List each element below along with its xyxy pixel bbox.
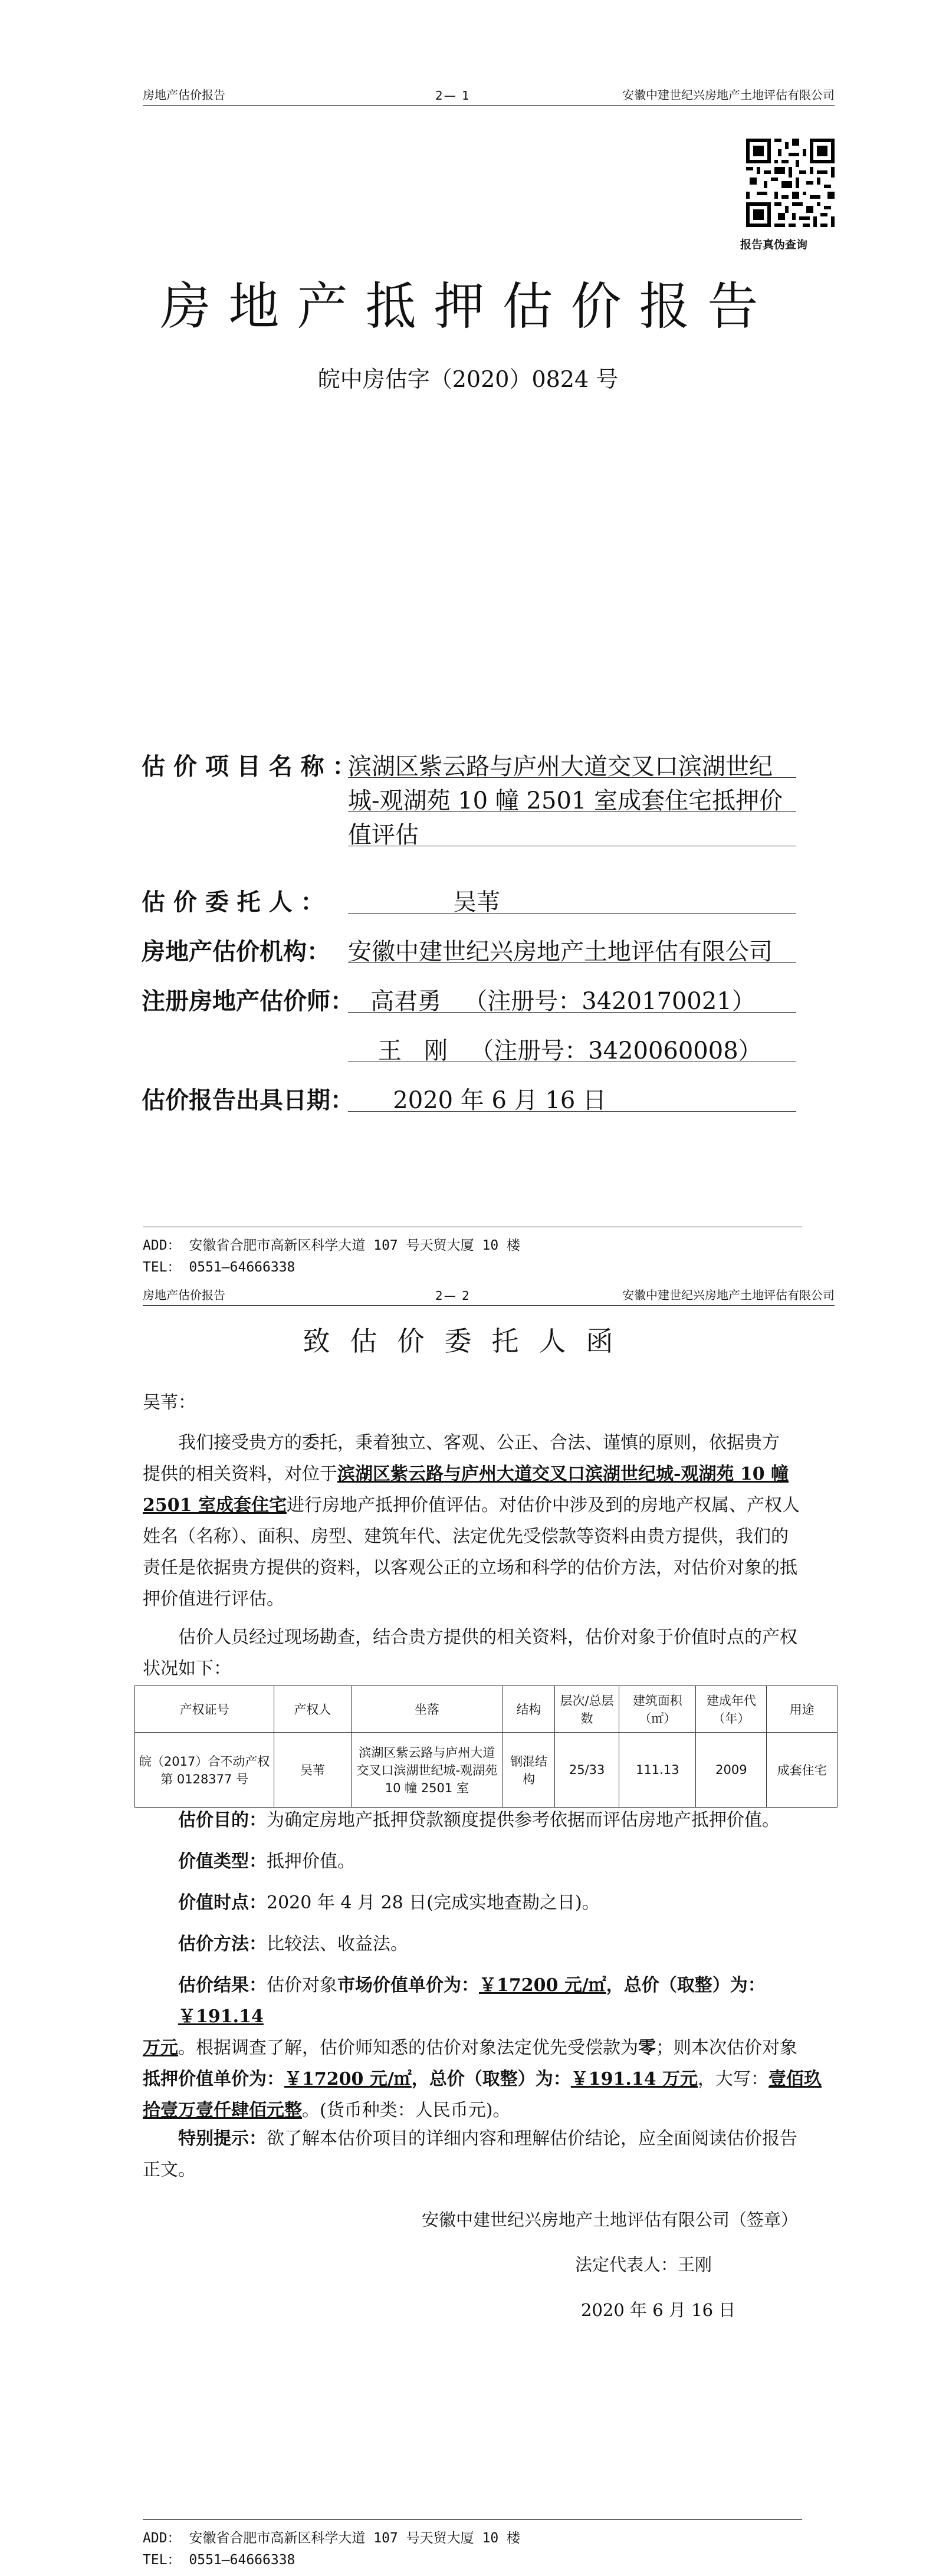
report-date-label: 估价报告出具日期： <box>142 1087 354 1114</box>
p1-line-2 <box>143 1458 834 1490</box>
table-header: 产权人 <box>274 1686 351 1733</box>
letter-title: 致估价委托人函 <box>303 1325 633 1357</box>
table-cell: 2009 <box>696 1733 767 1808</box>
time-value: 2020 年 4 月 28 日(完成实地查勘之日)。 <box>267 1892 600 1913</box>
valuation-result <box>143 1970 834 2126</box>
special-note <box>143 2123 834 2186</box>
market-unit-price: ￥17200 元/㎡ <box>479 1975 606 1996</box>
footer-address: ADD： 安徽省合肥市高新区科学大道 107 号天贸大厦 10 楼 <box>143 2531 521 2546</box>
table-header: 建成年代（年） <box>696 1686 767 1733</box>
letter-paragraph-1 <box>143 1427 834 1615</box>
underline <box>348 811 796 812</box>
p1-line-1: 我们接受贵方的委托，秉着独立、客观、公正、合法、谨慎的原则，依据贵方 <box>178 1432 780 1453</box>
header-report-name: 房地产估价报告 <box>143 1288 225 1302</box>
valuation-purpose <box>143 1805 834 1836</box>
appraiser-line-1: 高君勇 （注册号：3420170021） <box>348 988 756 1015</box>
p1-line-4: 姓名（名称）、面积、房型、建筑年代、法定优先受偿款等资料由贵方提供，我们的 <box>143 1526 789 1547</box>
table-cell: 滨湖区紫云路与庐州大道交叉口滨湖世纪城-观湖苑 10 幢 2501 室 <box>351 1733 503 1808</box>
purpose-label: 估价目的： <box>178 1810 267 1831</box>
property-address: 滨湖区紫云路与庐州大道交叉口滨湖世纪城-观湖苑 10 幢 <box>337 1464 789 1484</box>
table-header: 建筑面积（㎡） <box>619 1686 696 1733</box>
table-cell: 吴苇 <box>274 1733 351 1808</box>
client-value: 吴苇 <box>348 889 501 916</box>
method-label: 估价方法： <box>178 1934 267 1954</box>
market-total-unit: 万元 <box>143 2038 178 2058</box>
result-text: ，总价（取整）为： <box>411 2069 571 2089</box>
cover-page <box>0 0 936 1280</box>
header-page-number: 2— 1 <box>435 88 471 103</box>
valuation-method <box>143 1928 834 1960</box>
table-header-row <box>135 1686 838 1733</box>
result-text: 市场价值单价为： <box>337 1975 479 1996</box>
qr-code-icon[interactable] <box>746 139 835 227</box>
footer-tel: TEL： 0551—64666338 <box>143 1260 295 1275</box>
result-text: 抵押价值单价为： <box>143 2069 284 2089</box>
signature-date: 2020 年 6 月 16 日 <box>581 2300 736 2320</box>
property-table <box>134 1685 838 1808</box>
purpose-value: 为确定房地产抵押贷款额度提供参考依据而评估房地产抵押价值。 <box>267 1810 780 1831</box>
qr-caption: 报告真伪查询 <box>740 238 808 251</box>
page-header <box>143 88 835 106</box>
underline <box>348 1012 796 1013</box>
appraiser-line-2: 王 刚 （注册号：3420060008） <box>348 1037 762 1064</box>
header-company: 安徽中建世纪兴房地产土地评估有限公司 <box>622 1288 835 1302</box>
table-header: 坐落 <box>351 1686 503 1733</box>
table-cell: 钢混结构 <box>503 1733 555 1808</box>
p1-text: 提供的相关资料，对位于 <box>143 1464 337 1484</box>
p2-line-2: 状况如下： <box>143 1658 231 1679</box>
market-total-price: ￥191.14 <box>178 2006 264 2027</box>
underline <box>348 913 796 914</box>
table-cell: 111.13 <box>619 1733 696 1808</box>
table-cell: 皖（2017）合不动产权第 0128377 号 <box>135 1733 274 1808</box>
report-number: 皖中房估字（2020）0824 号 <box>317 366 619 392</box>
priority-claim: 零 <box>638 2038 656 2058</box>
project-name-line-3: 值评估 <box>348 822 419 849</box>
value-time <box>143 1887 834 1918</box>
table-cell: 25/33 <box>555 1733 619 1808</box>
hint-text: 欲了解本估价项目的详细内容和理解估价结论，应全面阅读估价报告 <box>267 2128 797 2149</box>
project-name-label: 估 价 项 目 名 称 ： <box>142 753 356 780</box>
type-label: 价值类型： <box>178 1851 267 1872</box>
result-text: 估价对象 <box>267 1975 337 1996</box>
salutation: 吴苇： <box>143 1392 196 1413</box>
underline <box>348 1111 796 1112</box>
table-header: 用途 <box>767 1686 838 1733</box>
table-cell: 成套住宅 <box>767 1733 838 1808</box>
amount-in-words: 壹佰玖 <box>768 2069 822 2089</box>
project-name-line-1: 滨湖区紫云路与庐州大道交叉口滨湖世纪 <box>348 753 773 780</box>
footer-rule <box>143 2519 802 2520</box>
table-header: 结构 <box>503 1686 555 1733</box>
table-header: 产权证号 <box>135 1686 274 1733</box>
report-date-value: 2020 年 6 月 16 日 <box>348 1087 607 1114</box>
signature-company: 安徽中建世纪兴房地产土地评估有限公司（签章） <box>422 2210 799 2230</box>
footer-address: ADD： 安徽省合肥市高新区科学大道 107 号天贸大厦 10 楼 <box>143 1238 521 1253</box>
property-address: 2501 室成套住宅 <box>143 1495 287 1516</box>
method-value: 比较法、收益法。 <box>267 1934 408 1954</box>
signature-representative: 法定代表人：王刚 <box>575 2255 712 2275</box>
time-label: 价值时点： <box>178 1892 267 1913</box>
table-row <box>135 1733 838 1808</box>
type-value: 抵押价值。 <box>267 1851 355 1872</box>
header-page-number: 2— 2 <box>435 1289 471 1303</box>
footer-tel: TEL： 0551—64666338 <box>143 2552 295 2568</box>
hint-label: 特别提示： <box>178 2128 267 2149</box>
header-company: 安徽中建世纪兴房地产土地评估有限公司 <box>622 88 835 102</box>
p1-line-5: 责任是依据贵方提供的资料，以客观公正的立场和科学的估价方法，对估价对象的抵 <box>143 1558 797 1578</box>
amount-in-words: 拾壹万壹仟肆佰元整 <box>143 2100 302 2121</box>
result-text: ，大写： <box>698 2069 769 2089</box>
result-text: 。(货币种类：人民币元)。 <box>302 2100 511 2121</box>
p1-line-6: 押价值进行评估。 <box>143 1589 284 1609</box>
p1-line-3 <box>143 1490 834 1521</box>
agency-label: 房地产估价机构： <box>142 938 330 965</box>
mortgage-total-price: ￥191.14 万元 <box>570 2069 698 2089</box>
result-text: ；则本次估价对象 <box>656 2038 797 2058</box>
p1-text: 进行房地产抵押价值评估。对估价中涉及到的房地产权属、产权人 <box>286 1495 800 1516</box>
result-text: ，总价（取整）为： <box>606 1975 766 1996</box>
underline <box>348 962 796 963</box>
result-label: 估价结果： <box>178 1975 267 1996</box>
underline <box>348 777 796 778</box>
project-name-line-2: 城-观湖苑 10 幢 2501 室成套住宅抵押价 <box>348 787 783 814</box>
header-report-name: 房地产估价报告 <box>143 88 225 102</box>
letter-paragraph-2 <box>143 1622 834 1684</box>
page-header <box>143 1289 835 1306</box>
hint-text: 正文。 <box>143 2160 196 2180</box>
report-title: 房地产抵押估价报告 <box>160 277 776 336</box>
value-type <box>143 1846 834 1877</box>
client-label: 估 价 委 托 人 ： <box>142 889 324 916</box>
appraiser-label: 注册房地产估价师： <box>142 988 354 1015</box>
result-text: 。根据调查了解，估价师知悉的估价对象法定优先受偿款为 <box>178 2038 638 2058</box>
table-header: 层次/总层数 <box>555 1686 619 1733</box>
agency-value: 安徽中建世纪兴房地产土地评估有限公司 <box>348 938 773 965</box>
p2-line-1: 估价人员经过现场勘查，结合贵方提供的相关资料，估价对象于价值时点的产权 <box>178 1627 797 1648</box>
mortgage-unit-price: ￥17200 元/㎡ <box>284 2069 412 2089</box>
